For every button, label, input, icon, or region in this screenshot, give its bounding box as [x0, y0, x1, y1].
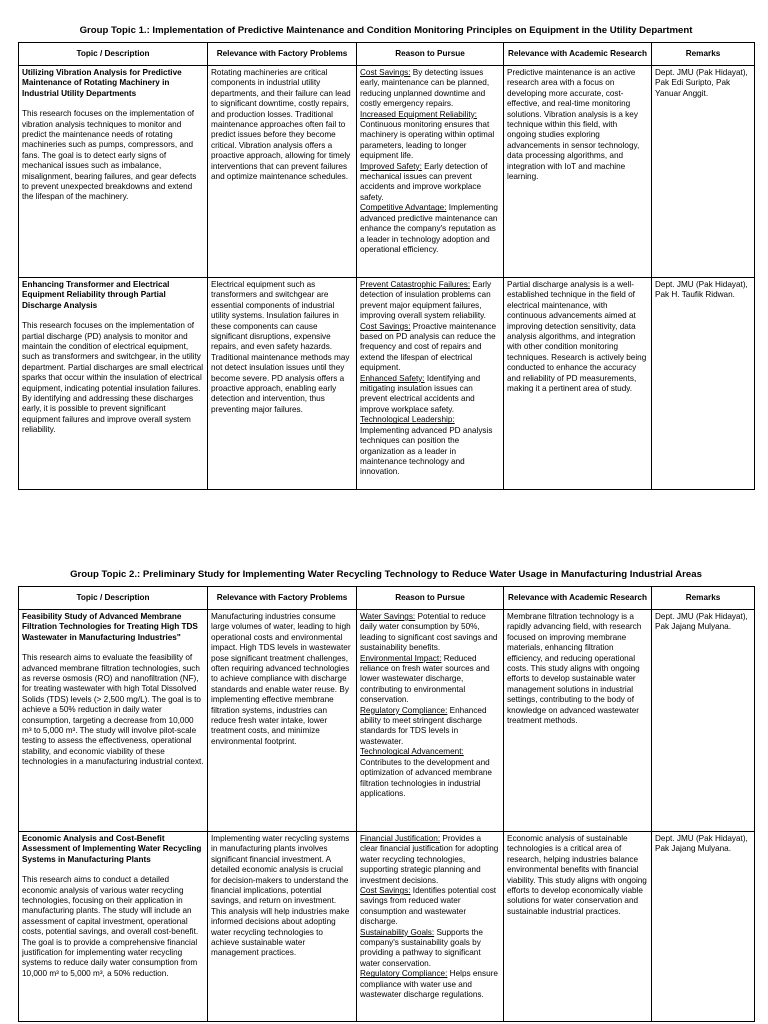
group-1-title: Group Topic 1.: Implementation of Predictive Maintenance and Condition Monitoring Principles on Equipment in the Utility Department [79, 25, 693, 36]
reason-item [360, 68, 500, 110]
reason-item [360, 110, 500, 162]
reason-text: Contributes to the development and optimization of advanced membrane filtration technologies in industrial applications. [360, 757, 492, 798]
reason-text: Early detection of mechanical issues can prevent accidents and improve workplace safety. [360, 161, 488, 202]
relevance-factory-cell: Rotating machineries are critical components in industrial utility departments, and their failure can lead to significant downtime, costly repairs, and production losses. Traditional maintenance approaches often fail to predict issues before they become critical. Vibration analysis offers a proactive approach, allowing for timely interventions that can prevent failures and optimize maintenance schedules. [208, 66, 357, 278]
topic-cell [19, 610, 208, 832]
reason-item [360, 415, 500, 477]
relevance-academic-cell: Partial discharge analysis is a well-established technique in the field of electrical maintenance, with continuous advancements aimed at improving detection sensitivity, data analysis algorithms, and integration with other condition monitoring techniques. Research is actively being conducted to enhance the accuracy and reliability of PD measurements, making it a pertinent area of study. [504, 278, 652, 490]
topic-title: Economic Analysis and Cost-Benefit Assessment of Implementing Water Recycling Systems in Manufacturing Plants [22, 834, 202, 864]
reason-item [360, 374, 500, 416]
reason-cell [357, 66, 504, 278]
reason-item [360, 706, 500, 748]
table-row [19, 832, 755, 1022]
reason-heading: Prevent Catastrophic Failures: [360, 280, 471, 289]
reason-heading: Competitive Advantage: [360, 203, 447, 213]
reason-text: Identifies potential cost savings from reduced water consumption and wastewater discharge. [360, 886, 497, 927]
reason-heading: Sustainability Goals: [360, 927, 435, 937]
reason-heading: Water Savings: [360, 612, 416, 621]
reason-text: Reduced reliance on fresh water sources and lower wastewater discharge, contributing to environmental conservation. [360, 653, 490, 705]
reason-heading: Regulatory Compliance: [360, 705, 448, 715]
relevance-academic-cell: Membrane filtration technology is a rapidly advancing field, with research focused on improving membrane materials, enhancing filtration efficiency, and reducing operational costs. This study aligns with ongoing efforts to develop sustainable water management solutions in industrial settings, contributing to the body of knowledge on advanced wastewater treatment methods. [504, 610, 652, 832]
group-2 [18, 568, 754, 1022]
topic-description: This research aims to evaluate the feasibility of advanced membrane filtration technologies, such as reverse osmosis (RO) and nanofiltration (NF), for treating wastewater with high Total Dissolved Solids (TDS) levels (> 2,500 mg/L). The goal is to achieve a 50% reduction in daily water consumption, targeting a decrease from 10,000 m³ to 5,000 m³. The study will involve pilot-scale testing to assess the effectiveness, operational stability, and economic viability of these technologies in a manufacturing industrial context. [22, 653, 204, 767]
topic-cell [19, 66, 208, 278]
relevance-factory-cell: Electrical equipment such as transformers and switchgear are essential components of industrial utility systems. Insulation failures in these components can cause significant disruptions, expensive repairs, and even safety hazards. Traditional maintenance methods may not detect insulation issues until they become severe. PD analysis offers a proactive approach, enabling early detection and intervention, thus preventing major failures. [208, 278, 357, 490]
reason-heading: Increased Equipment Reliability: [360, 109, 477, 119]
reason-text: Potential to reduce daily water consumption by 50%, leading to significant cost savings and sustainability benefits. [360, 612, 498, 653]
reason-heading: Cost Savings: [360, 886, 411, 896]
reason-item [360, 969, 500, 1000]
reason-heading: Enhanced Safety: [360, 373, 425, 383]
reason-cell [357, 832, 504, 1022]
remarks-cell: Dept. JMU (Pak Hidayat), Pak Jajang Mulyana. [652, 610, 755, 832]
reason-text: By detecting issues early, maintenance can be planned, reducing unplanned downtime and costly emergency repairs. [360, 68, 490, 109]
reason-item [360, 612, 500, 654]
topic-cell [19, 832, 208, 1022]
reason-heading: Cost Savings: [360, 68, 411, 77]
relevance-factory-cell: Implementing water recycling systems in manufacturing plants involves significant financial investment. A detailed economic analysis is crucial for decision-makers to understand the financial implications, potential savings, and return on investment. This analysis will help industries make informed decisions about adopting water recycling technologies to achieve sustainable water management practices. [208, 832, 357, 1022]
header-topic: Topic / Description [19, 43, 208, 66]
reason-item [360, 322, 500, 374]
table-row [19, 278, 755, 490]
topic-title: Utilizing Vibration Analysis for Predictive Maintenance of Rotating Machinery in Industrial Utility Departments [22, 68, 182, 98]
header-relevance-factory: Relevance with Factory Problems [208, 587, 357, 610]
relevance-academic-cell: Economic analysis of sustainable technologies is a critical area of research, helping industries balance environmental benefits with financial viability. This study aligns with ongoing efforts to develop economically viable solutions for water conservation and sustainable industrial practices. [504, 832, 652, 1022]
topic-title: Enhancing Transformer and Electrical Equipment Reliability through Partial Discharge Analysis [22, 280, 170, 310]
remarks-cell: Dept. JMU (Pak Hidayat), Pak H. Taufik Ridwan. [652, 278, 755, 490]
header-relevance-academic: Relevance with Academic Research [504, 43, 652, 66]
reason-text: Implementing advanced PD analysis techniques can position the organization as a leader in maintenance technology and innovation. [360, 425, 493, 477]
remarks-cell: Dept. JMU (Pak Hidayat), Pak Edi Suripto, Pak Yanuar Anggit. [652, 66, 755, 278]
table-row [19, 610, 755, 832]
reason-text: Supports the company's sustainability goals by providing a pathway to significant water conservation. [360, 927, 483, 968]
reason-heading: Financial Justification: [360, 834, 441, 843]
table-header-row [19, 43, 755, 66]
table-header-row [19, 587, 755, 610]
table-row [19, 66, 755, 278]
topic-title: Feasibility Study of Advanced Membrane Filtration Technologies for Treating High TDS Wastewater in Manufacturing Industries" [22, 612, 198, 642]
reason-text: Identifying and mitigating insulation issues can prevent electrical accidents and improve workplace safety. [360, 373, 481, 414]
relevance-factory-cell: Manufacturing industries consume large volumes of water, leading to high operational costs and environmental impact. High TDS levels in wastewater pose significant treatment challenges, often requiring advanced technologies to achieve compliance with discharge standards and enable water reuse. By implementing effective membrane filtration systems, industries can reduce fresh water intake, lower treatment costs, and minimize environmental footprint. [208, 610, 357, 832]
reason-heading: Environmental Impact: [360, 653, 442, 663]
topic-description: This research focuses on the implementation of partial discharge (PD) analysis to monitor and maintain the condition of electrical equipment, such as transformers and switchgear, in the utility department. Partial discharges are small electrical sparks that occur within the insulation of electrical equipment, indicating potential insulation failures. By identifying and addressing these discharges early, it is possible to prevent significant equipment failures and improve overall system reliability. [22, 321, 204, 435]
topic-description: This research aims to conduct a detailed economic analysis of various water recycling technologies, focusing on their application in manufacturing plants. The study will include an assessment of capital investment, operational costs, potential savings, and overall cost-benefit. The goal is to provide a comprehensive financial justification for implementing water recycling systems to reduce daily water consumption from 10,000 m³ to 5,000 m³, a 50% reduction. [22, 875, 199, 978]
reason-heading: Cost Savings: [360, 321, 411, 331]
reason-cell [357, 610, 504, 832]
reason-heading: Regulatory Compliance: [360, 969, 448, 979]
reason-text: Enhanced ability to meet stringent discharge standards for TDS levels in wastewater. [360, 705, 487, 746]
header-remarks: Remarks [652, 587, 755, 610]
reason-text: Implementing advanced predictive maintenance can enhance the company's reputation as a leader in technology adoption and operational efficiency. [360, 203, 498, 254]
reason-text: Helps ensure compliance with water use and wastewater discharge regulations. [360, 969, 498, 1000]
reason-item [360, 654, 500, 706]
topic-description: This research focuses on the implementation of vibration analysis techniques to monitor and predict the maintenance needs of rotating machineries such as pumps, compressors, and fans. The goal is to detect early signs of mechanical issues such as imbalance, misalignment, bearing failures, and gear defects to prevent unexpected breakdowns and extend the lifespan of the machinery. [22, 109, 197, 202]
header-reason: Reason to Pursue [357, 43, 504, 66]
reason-item [360, 886, 500, 928]
reason-item [360, 834, 500, 886]
reason-item [360, 747, 500, 799]
reason-text: Provides a clear financial justification for adopting water recycling technologies, supporting strategic planning and investment decisions. [360, 834, 499, 885]
header-relevance-factory: Relevance with Factory Problems [208, 43, 357, 66]
reason-text: Proactive maintenance based on PD analysis can reduce the frequency and cost of repairs and extend the lifespan of electrical equipment. [360, 321, 497, 373]
reason-item [360, 928, 500, 970]
header-relevance-academic: Relevance with Academic Research [504, 587, 652, 610]
group-1 [18, 24, 754, 490]
reason-heading: Improved Safety: [360, 161, 422, 171]
remarks-cell: Dept. JMU (Pak Hidayat), Pak Jajang Mulyana. [652, 832, 755, 1022]
reason-item [360, 203, 500, 255]
topic-cell [19, 278, 208, 490]
reason-cell [357, 278, 504, 490]
reason-text: Early detection of insulation problems can prevent major equipment failures, improving overall system reliability. [360, 280, 492, 321]
reason-text: Continuous monitoring ensures that machinery is operating within optimal parameters, leading to longer equipment life. [360, 120, 495, 161]
group-2-title: Group Topic 2.: Preliminary Study for Implementing Water Recycling Technology to Reduce Water Usage in Manufacturing Industrial Areas [70, 569, 702, 580]
relevance-academic-cell: Predictive maintenance is an active research area with a focus on developing more accurate, cost-effective, and real-time monitoring solutions. Vibration analysis is a key technique within this field, with ongoing studies exploring advancements in sensor technology, data processing algorithms, and integration with IoT and machine learning. [504, 66, 652, 278]
reason-heading: Technological Leadership: [360, 415, 455, 425]
header-remarks: Remarks [652, 43, 755, 66]
header-topic: Topic / Description [19, 587, 208, 610]
reason-item [360, 280, 500, 322]
reason-item [360, 162, 500, 204]
header-reason: Reason to Pursue [357, 587, 504, 610]
reason-heading: Technological Advancement: [360, 747, 464, 757]
group-2-table [18, 586, 755, 1022]
group-1-table [18, 42, 755, 490]
